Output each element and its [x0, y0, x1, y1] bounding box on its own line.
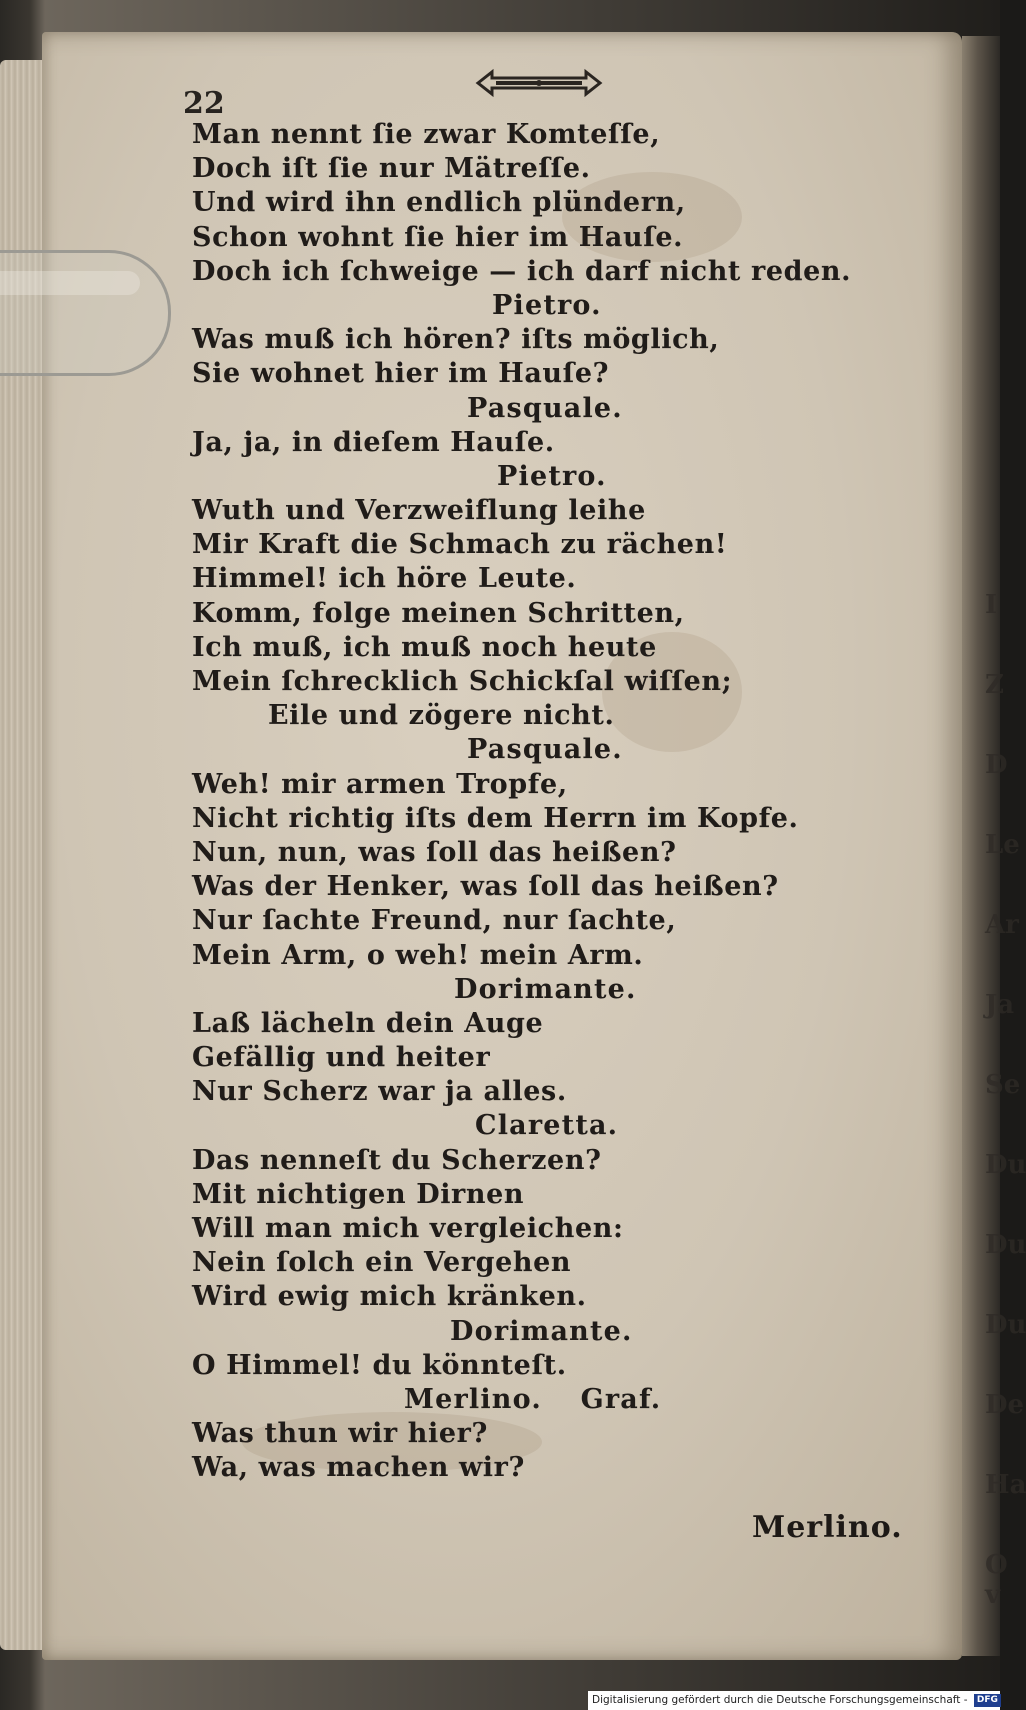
page-text	[192, 118, 912, 1486]
verse-line: Weh! mir armen Tropfe,	[192, 768, 568, 800]
verse-line: Wird ewig mich kränken.	[192, 1281, 587, 1313]
page-number: 22	[183, 86, 225, 121]
verse-line: Doch iſt ſie nur Mätreſſe.	[192, 153, 591, 185]
speaker-name: Pasquale.	[467, 734, 623, 766]
verse-line: Nur ſachte Freund, nur ſachte,	[192, 905, 677, 937]
verse-line: Mein Arm, o weh! mein Arm.	[192, 939, 644, 971]
speaker-name: Dorimante.	[454, 973, 637, 1005]
verse-line: Doch ich ſchweige — ich darf nicht reden.	[192, 255, 852, 287]
dfg-logo: DFG	[974, 1694, 1001, 1707]
bleed-letter: Ja	[985, 990, 1015, 1020]
speaker-name: Dorimante.	[450, 1315, 633, 1347]
verse-line: Himmel! ich höre Leute.	[192, 563, 577, 595]
bleed-letter: Du	[985, 1150, 1026, 1180]
verse-line: Wa, was machen wir?	[192, 1452, 525, 1484]
verse-line: Schon wohnt ſie hier im Hauſe.	[192, 221, 684, 253]
verse-line: Mein ſchrecklich Schickſal wiſſen;	[192, 666, 733, 697]
bleed-letter: De	[985, 1390, 1025, 1420]
verse-line: Nein ſolch ein Vergehen	[192, 1247, 572, 1279]
bleed-letter: Ha	[985, 1470, 1026, 1500]
speaker-name: Pasquale.	[467, 392, 623, 424]
verse-line: Laß lächeln dein Auge	[192, 1007, 544, 1039]
bleed-letter: D	[985, 750, 1008, 780]
verse-line: Eile und zögere nicht.	[268, 700, 615, 732]
verse-line: O Himmel! du könnteſt.	[192, 1349, 567, 1381]
verse-line: Das nenneſt du Scherzen?	[192, 1144, 602, 1176]
bleed-letter: O v	[985, 1550, 1008, 1610]
verse-line: Mir Kraft die Schmach zu rächen!	[192, 529, 728, 561]
verse-line: Was muß ich hören? iſts möglich,	[192, 324, 720, 356]
bleed-letter: Le	[985, 830, 1020, 860]
verse-line: Und wird ihn endlich plündern,	[192, 187, 686, 219]
verse-line: Nun, nun, was ſoll das heißen?	[192, 836, 677, 868]
bleed-letter: Se	[985, 1070, 1021, 1100]
bleed-letter: I	[985, 590, 998, 620]
verse-line: Ja, ja, in dieſem Hauſe.	[192, 426, 555, 458]
speaker-name: Pietro.	[497, 460, 607, 492]
footer-bar	[588, 1691, 1000, 1710]
verse-line: Was der Henker, was ſoll das heißen?	[192, 871, 779, 903]
verse-line: Komm, folge meinen Schritten,	[192, 597, 685, 629]
verse-line: Will man mich vergleichen:	[192, 1213, 624, 1244]
bleed-letter: Ar	[985, 910, 1019, 940]
verse-line: Was thun wir hier?	[192, 1418, 488, 1450]
speaker-name: Claretta.	[475, 1110, 619, 1142]
verse-line: Nur Scherz war ja alles.	[192, 1076, 567, 1108]
bleed-letter: Z	[985, 670, 1004, 700]
verse-line: Ich muß, ich muß noch heute	[192, 631, 657, 663]
verse-line: Sie wohnet hier im Hauſe?	[192, 358, 610, 390]
speaker-name: Merlino. Graf.	[404, 1383, 662, 1415]
footer-text: Digitalisierung gefördert durch die Deutsche Forschungsgemeinschaft -	[592, 1694, 968, 1706]
decorative-rule-icon	[470, 66, 608, 100]
page-clip	[0, 250, 171, 376]
catchword: Merlino.	[752, 1510, 903, 1545]
verse-line: Mit nichtigen Dirnen	[192, 1178, 525, 1210]
verse-line: Gefällig und heiter	[192, 1042, 491, 1074]
verse-line: Wuth und Verzweiflung leihe	[192, 495, 646, 527]
verse-line: Nicht richtig iſts dem Herrn im Kopfe.	[192, 802, 799, 834]
speaker-name: Pietro.	[492, 289, 602, 321]
verse-line: Man nennt ſie zwar Komteſſe,	[192, 119, 661, 150]
bleed-letter: Du	[985, 1230, 1026, 1260]
bleed-letter: Du	[985, 1310, 1026, 1340]
